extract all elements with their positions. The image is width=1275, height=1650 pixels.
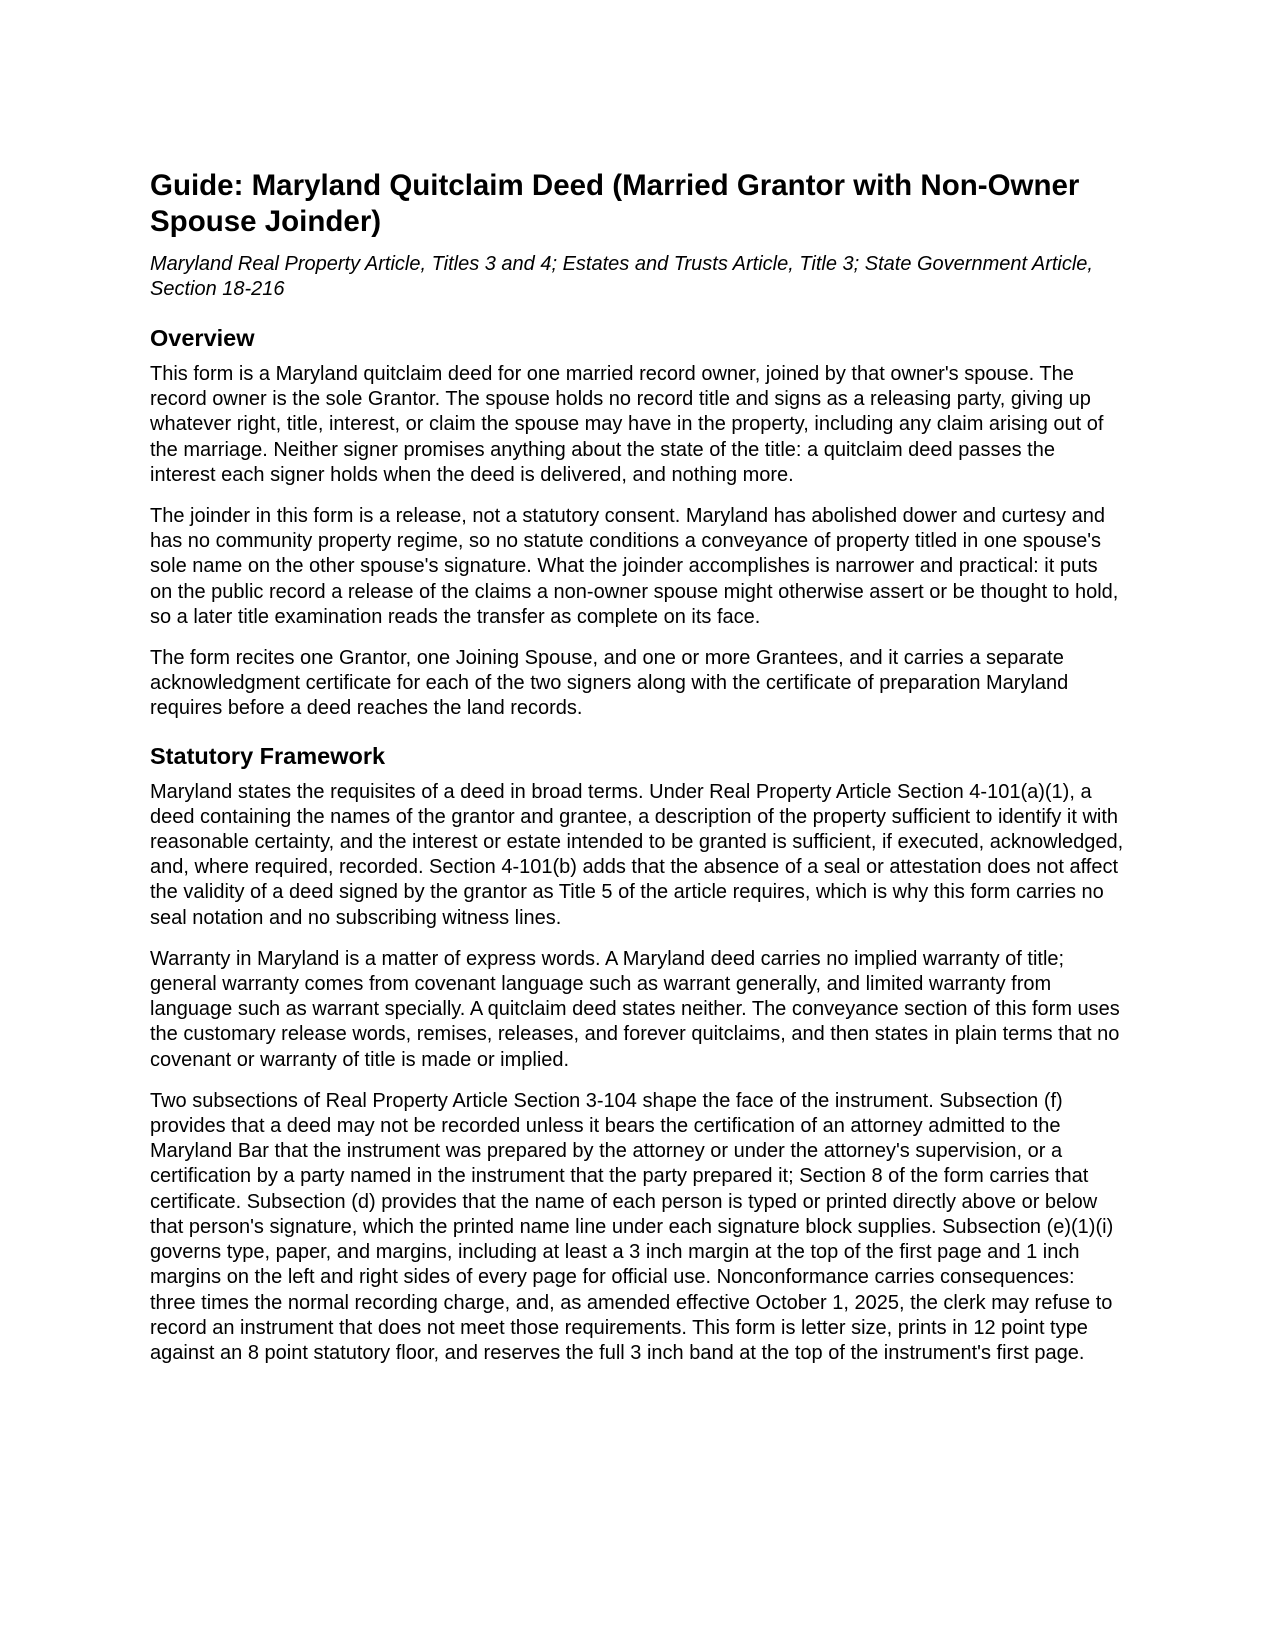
paragraph: Two subsections of Real Property Article Section 3-104 shape the face of the instrument. Subsection (f) provides that a deed may not be recorded unless it bears the certification of an attorney admitted to the Maryland Bar that the instrument was prepared by the attorney or under the attorney's supervision, or a certification by a party named in the instrument that the party prepared it; Section 8 of the form carries that certificate. Subsection (d) provides that the name of each person is typed or printed directly above or below that person's signature, which the printed name line under each signature block supplies. Subsection (e)(1)(i) governs type, paper, and margins, including at least a 3 inch margin at the top of the first page and 1 inch margins on the left and right sides of every page for official use. Nonconformance carries consequences: three times the normal recording charge, and, as amended effective October 1, 2025, the clerk may refuse to record an instrument that does not meet those requirements. This form is letter size, prints in 12 point type against an 8 point statutory floor, and reserves the full 3 inch band at the top of the instrument's first page. xyxy=(150,1089,1114,1364)
paragraph: Maryland states the requisites of a deed in broad terms. Under Real Property Article Section 4-101(a)(1), a deed containing the names of the grantor and grantee, a description of the property sufficient to identify it with reasonable certainty, and the interest or estate intended to be granted is sufficient, if executed, acknowledged, and, where required, recorded. Section 4-101(b) adds that the absence of a seal or attestation does not affect the validity of a deed signed by the grantor as Title 5 of the article requires, which is why this form carries no seal notation and no subscribing witness lines. xyxy=(150,780,1124,929)
document-subtitle: Maryland Real Property Article, Titles 3 and 4; Estates and Trusts Article, Title 3; State Government Article, Section 18-216 xyxy=(150,253,1093,300)
document-title: Guide: Maryland Quitclaim Deed (Married Grantor with Non-Owner Spouse Joinder) xyxy=(150,169,1080,238)
paragraph: Warranty in Maryland is a matter of express words. A Maryland deed carries no implied warranty of title; general warranty comes from covenant language such as warrant generally, and limited warranty from language such as warrant specially. A quitclaim deed states neither. The conveyance section of this form uses the customary release words, remises, releases, and forever quitclaims, and then states in plain terms that no covenant or warranty of title is made or implied. xyxy=(150,947,1120,1071)
paragraph: This form is a Maryland quitclaim deed for one married record owner, joined by that owner's spouse. The record owner is the sole Grantor. The spouse holds no record title and signs as a releasing party, giving up whatever right, title, interest, or claim the spouse may have in the property, including any claim arising out of the marriage. Neither signer promises anything about the state of the title: a quitclaim deed passes the interest each signer holds when the deed is delivered, and nothing more. xyxy=(150,363,1104,486)
document-page xyxy=(150,168,1125,1382)
paragraph: The form recites one Grantor, one Joining Spouse, and one or more Grantees, and it carries a separate acknowledgment certificate for each of the two signers along with the certificate of preparation Maryland requires before a deed reaches the land records. xyxy=(150,647,1069,720)
section-statutory-framework xyxy=(150,742,1125,1366)
paragraph: The joinder in this form is a release, not a statutory consent. Maryland has abolished dower and curtesy and has no community property regime, so no statute conditions a conveyance of property titled in one spouse's sole name on the other spouse's signature. What the joinder accomplishes is narrower and practical: it puts on the public record a release of the claims a non-owner spouse might otherwise assert or be thought to hold, so a later title examination reads the transfer as complete on its face. xyxy=(150,505,1119,628)
section-heading: Statutory Framework xyxy=(150,742,386,769)
section-heading: Overview xyxy=(150,325,255,351)
section-overview xyxy=(150,324,1125,722)
